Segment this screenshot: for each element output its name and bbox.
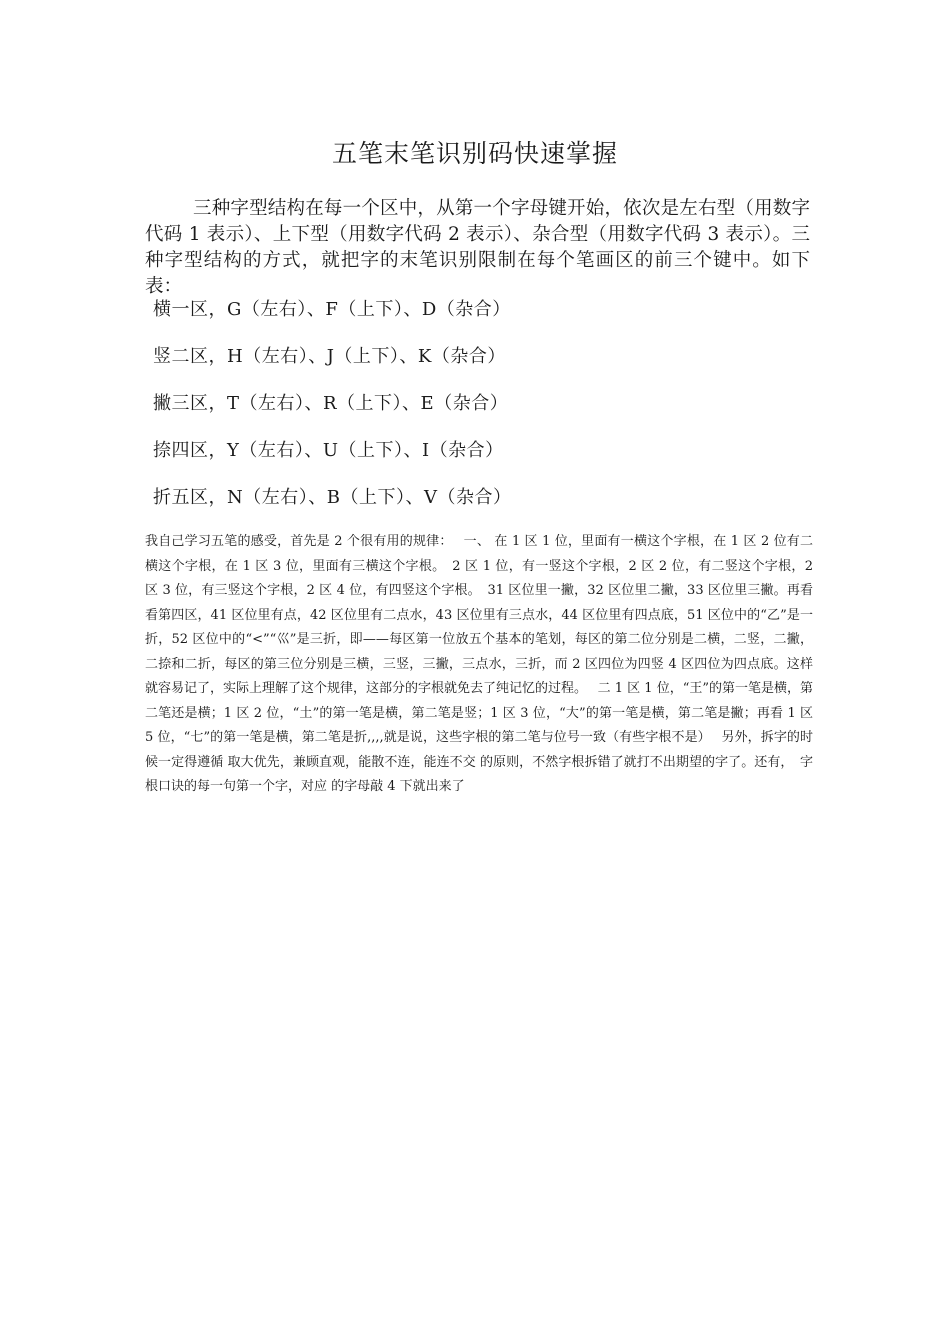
zone-line-4: 捺四区，Y（左右）、U（上下）、I（杂合） xyxy=(153,440,504,461)
zone-line-1: 横一区，G（左右）、F（上下）、D（杂合） xyxy=(153,299,511,320)
intro-paragraph: 三种字型结构在每一个区中，从第一个字母键开始，依次是左右型（用数字代码 1 表示）、上下型（用数字代码 2 表示）、杂合型（用数字代码 3 表示）。三种字型结构的方式，就把字的末笔识别限制在每个笔画区的前三个键中。如下表： xyxy=(145,198,810,297)
zone-line-5: 折五区，N（左右）、B（上下）、V（杂合） xyxy=(153,487,512,508)
zone-line-3: 撇三区，T（左右）、R（上下）、E（杂合） xyxy=(153,393,509,414)
zone-line-2: 竖二区，H（左右）、J（上下）、K（杂合） xyxy=(153,346,506,367)
notes-paragraph: 我自己学习五笔的感受，首先是 2 个很有用的规律： 一、 在 1 区 1 位，里面有一横这个字根，在 1 区 2 位有二横这个字根，在 1 区 3 位，里面有三横这个字根。 2 区 1 位，有一竖这个字根，2 区 2 位，有二竖这个字根，2 区 3 位，有三竖这个字根，2 区 4 位，有四竖这个字根。 31 区位里一撇，32 区位里二撇，33 区位里三撇。再看看第四区，41 区位里有点，42 区位里有二点水，43 区位里有三点水，44 区位里有四点底，51 区位中的“乙”是一折，52 区位中的“<”“巛”是三折，即——每区第一位放五个基本的笔划，每区的第二位分别是二横，二竖，二撇，二捺和二折，每区的第三位分别是三横，三竖，三撇，三点水，三折，而 2 区四位为四竖 4 区四位为四点底。这样就容易记了，实际上理解了这个规律，这部分的字根就免去了纯记忆的过程。 二 1 区 1 位，“王”的第一笔是横，第二笔还是横；1 区 2 位，“土”的第一笔是横，第二笔是竖；1 区 3 位，“大”的第一笔是横，第二笔是撇；再看 1 区 5 位，“七”的第一笔是横，第二笔是折,,,,就是说，这些字根的第二笔与位号一致（有些字根不是） 另外，拆字的时候一定得遵循 取大优先，兼顾直观，能散不连，能连不交 的原则，不然字根拆错了就打不出期望的字了。还有， 字根口诀的每一句第一个字，对应 的字母敲 4 下就出来了 xyxy=(145,534,813,794)
document-title: 五笔末笔识别码快速掌握 xyxy=(331,139,618,168)
